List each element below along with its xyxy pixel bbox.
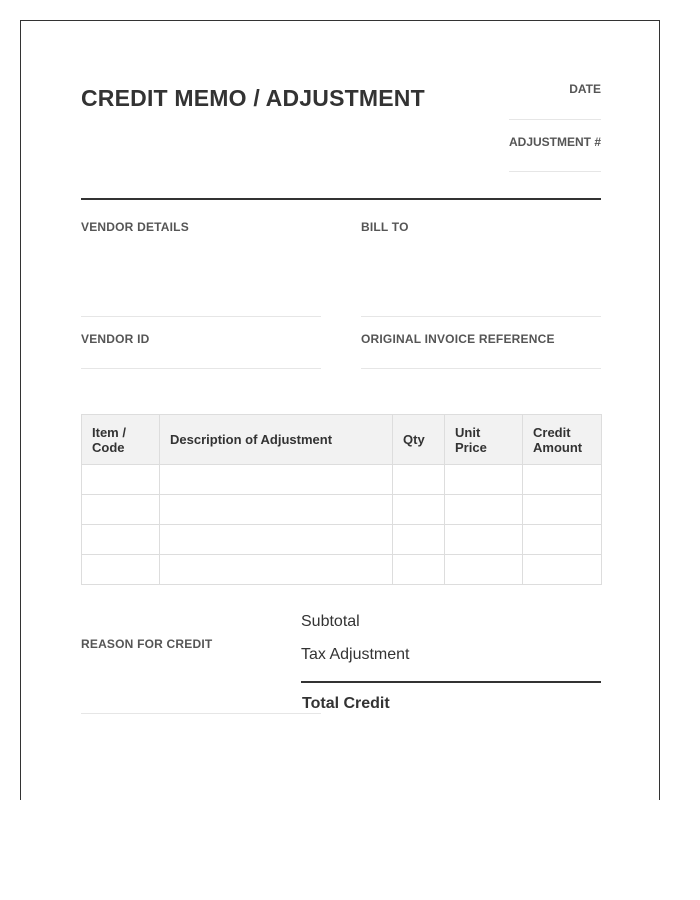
subtotal-label: Subtotal bbox=[301, 613, 360, 630]
cell-credit-amount[interactable] bbox=[523, 555, 602, 585]
cell-qty[interactable] bbox=[393, 555, 445, 585]
cell-description[interactable] bbox=[160, 465, 393, 495]
cell-qty[interactable] bbox=[393, 495, 445, 525]
cell-credit-amount[interactable] bbox=[523, 525, 602, 555]
totals-divider bbox=[301, 681, 601, 683]
bill-to-field[interactable] bbox=[361, 316, 601, 317]
date-field[interactable] bbox=[509, 119, 601, 120]
cell-credit-amount[interactable] bbox=[523, 495, 602, 525]
total-credit-label: Total Credit bbox=[302, 695, 390, 712]
cell-unit-price[interactable] bbox=[445, 465, 523, 495]
cell-qty[interactable] bbox=[393, 525, 445, 555]
page-title: CREDIT MEMO / ADJUSTMENT bbox=[81, 85, 425, 111]
credit-memo-page bbox=[20, 20, 660, 800]
cell-item-code[interactable] bbox=[82, 555, 160, 585]
cell-unit-price[interactable] bbox=[445, 555, 523, 585]
cell-item-code[interactable] bbox=[82, 525, 160, 555]
vendor-id-field[interactable] bbox=[81, 368, 321, 369]
table-row bbox=[82, 555, 602, 585]
cell-qty[interactable] bbox=[393, 465, 445, 495]
reason-for-credit-field[interactable] bbox=[81, 713, 321, 714]
bill-to-label: BILL TO bbox=[361, 220, 409, 234]
column-header-credit-amount: Credit Amount bbox=[523, 415, 602, 465]
adjustment-number-label: ADJUSTMENT # bbox=[508, 135, 601, 149]
vendor-id-label: VENDOR ID bbox=[81, 332, 150, 346]
table-header-row bbox=[82, 415, 602, 465]
cell-credit-amount[interactable] bbox=[523, 465, 602, 495]
cell-unit-price[interactable] bbox=[445, 495, 523, 525]
cell-item-code[interactable] bbox=[82, 465, 160, 495]
date-label: DATE bbox=[569, 82, 601, 96]
cell-description[interactable] bbox=[160, 555, 393, 585]
column-header-qty: Qty bbox=[393, 415, 445, 465]
adjustment-number-field[interactable] bbox=[509, 171, 601, 172]
reason-for-credit-label: REASON FOR CREDIT bbox=[81, 637, 213, 651]
cell-description[interactable] bbox=[160, 525, 393, 555]
table-row bbox=[82, 525, 602, 555]
original-invoice-label: ORIGINAL INVOICE REFERENCE bbox=[361, 332, 555, 346]
adjustment-table bbox=[81, 414, 602, 585]
vendor-details-field[interactable] bbox=[81, 316, 321, 317]
cell-description[interactable] bbox=[160, 495, 393, 525]
tax-adjustment-label: Tax Adjustment bbox=[301, 646, 410, 663]
original-invoice-field[interactable] bbox=[361, 368, 601, 369]
header-divider bbox=[81, 198, 601, 200]
cell-item-code[interactable] bbox=[82, 495, 160, 525]
cell-unit-price[interactable] bbox=[445, 525, 523, 555]
column-header-unit-price: Unit Price bbox=[445, 415, 523, 465]
table-row bbox=[82, 495, 602, 525]
column-header-description: Description of Adjustment bbox=[160, 415, 393, 465]
table-row bbox=[82, 465, 602, 495]
column-header-item-code: Item / Code bbox=[82, 415, 160, 465]
vendor-details-label: VENDOR DETAILS bbox=[81, 220, 189, 234]
